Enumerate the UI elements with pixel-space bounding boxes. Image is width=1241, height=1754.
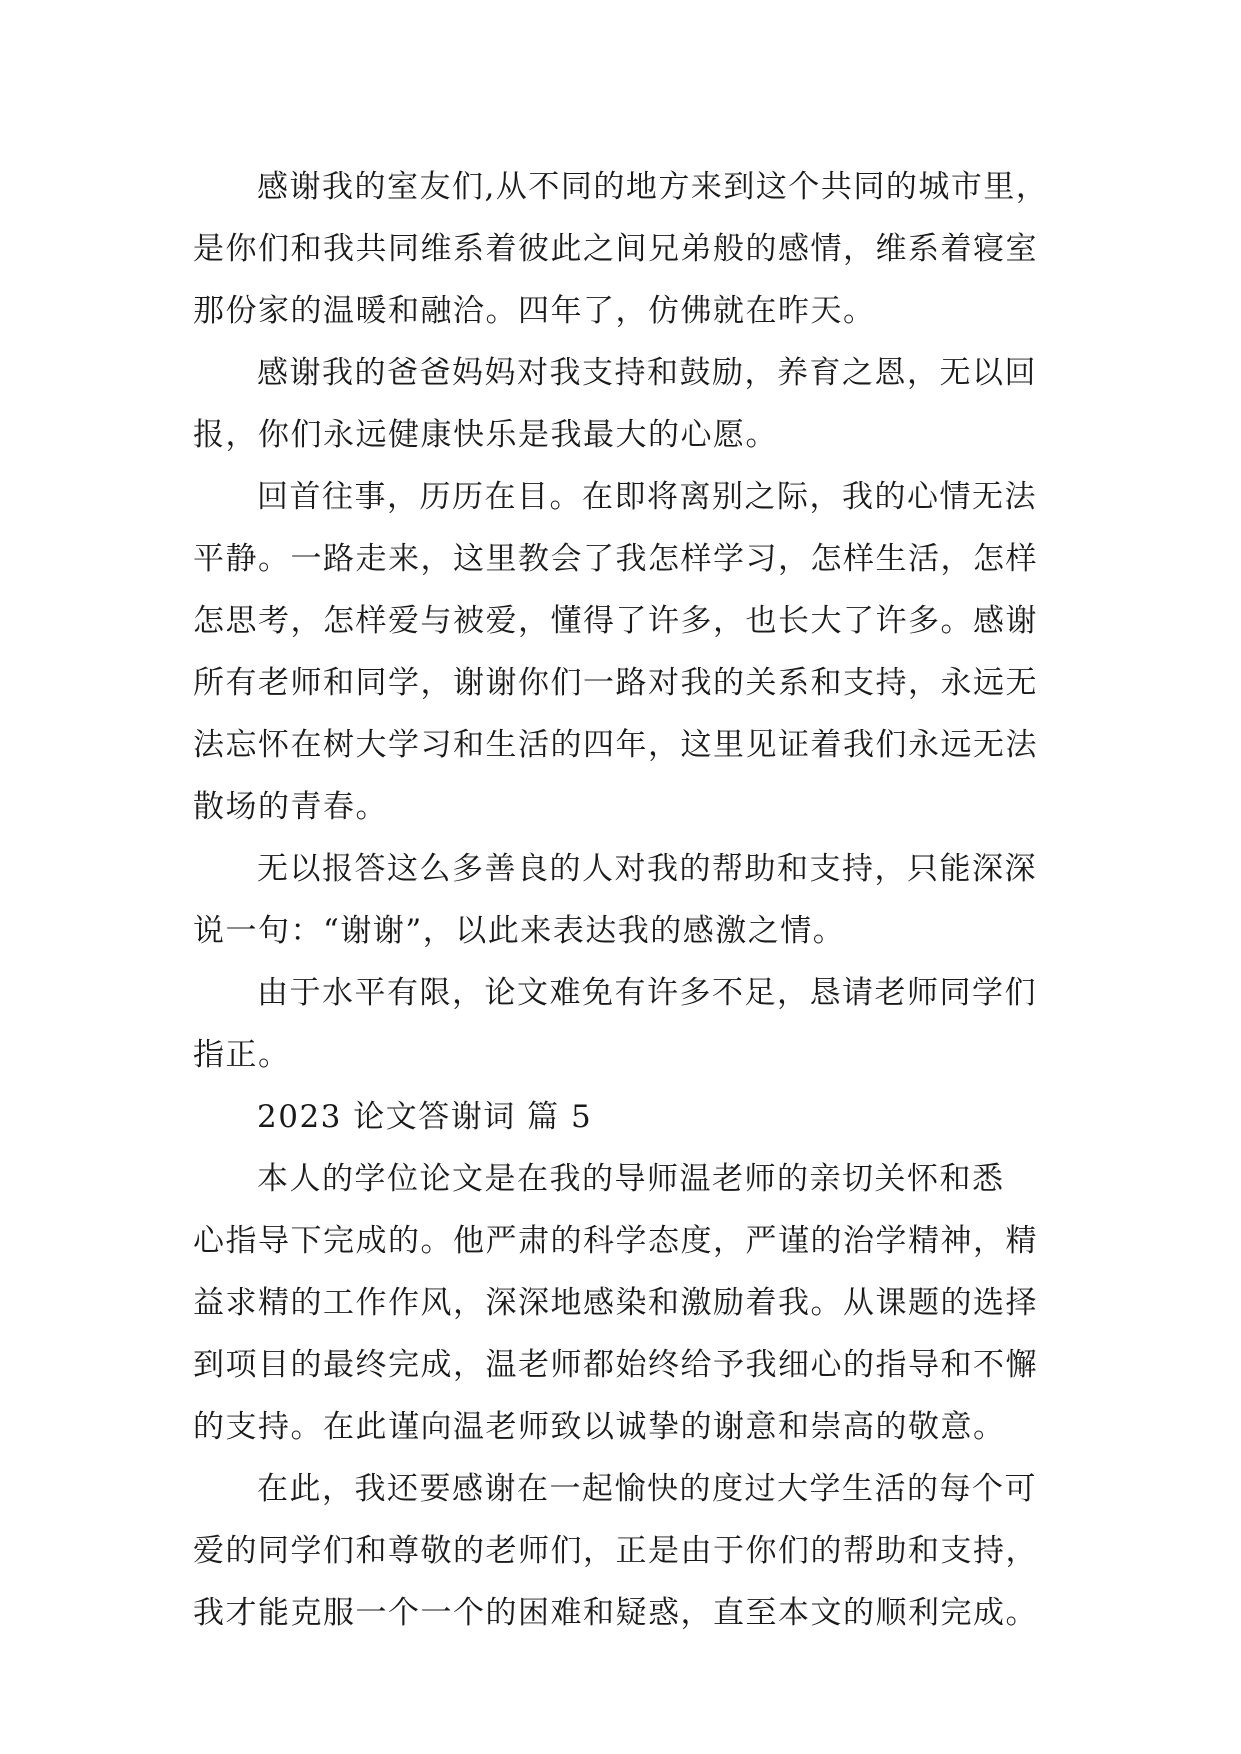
paragraph-line: 是你们和我共同维系着彼此之间兄弟般的感情，维系着寝室 xyxy=(193,231,1038,267)
paragraph-line: 那份家的温暖和融洽。四年了，仿佛就在昨天。 xyxy=(193,293,876,329)
paragraph-first-line: 2023 论文答谢词 篇 5 xyxy=(257,1099,593,1135)
paragraph-line: 报，你们永远健康快乐是我最大的心愿。 xyxy=(193,417,778,453)
paragraph-first-line: 本人的学位论文是在我的导师温老师的亲切关怀和悉 xyxy=(257,1161,1005,1197)
paragraph-line: 法忘怀在树大学习和生活的四年，这里见证着我们永远无法 xyxy=(193,727,1038,763)
paragraph-first-line: 回首往事，历历在目。在即将离别之际，我的心情无法 xyxy=(257,479,1037,515)
paragraph-line: 益求精的工作作风，深深地感染和激励着我。从课题的选择 xyxy=(193,1285,1038,1321)
paragraph-first-line: 感谢我的室友们,从不同的地方来到这个共同的城市里， xyxy=(257,169,1049,205)
paragraph-line: 怎思考，怎样爱与被爱，懂得了许多，也长大了许多。感谢 xyxy=(193,603,1038,639)
paragraph-first-line: 由于水平有限，论文难免有许多不足，恳请老师同学们 xyxy=(257,975,1037,1011)
paragraph-line: 到项目的最终完成，温老师都始终给予我细心的指导和不懈 xyxy=(193,1347,1038,1383)
paragraph-line: 指正。 xyxy=(193,1037,291,1073)
paragraph-line: 我才能克服一个一个的困难和疑惑，直至本文的顺利完成。 xyxy=(193,1595,1038,1631)
paragraph-line: 心指导下完成的。他严肃的科学态度，严谨的治学精神，精 xyxy=(193,1223,1038,1259)
paragraph-line: 的支持。在此谨向温老师致以诚挚的谢意和崇高的敬意。 xyxy=(193,1409,1006,1445)
paragraph-line: 说一句：“谢谢”，以此来表达我的感激之情。 xyxy=(193,913,846,949)
document-body xyxy=(193,156,1093,1644)
paragraph-first-line: 在此，我还要感谢在一起愉快的度过大学生活的每个可 xyxy=(257,1471,1037,1507)
paragraph-line: 散场的青春。 xyxy=(193,789,388,825)
paragraph-line: 平静。一路走来，这里教会了我怎样学习，怎样生活，怎样 xyxy=(193,541,1038,577)
paragraph-line: 所有老师和同学，谢谢你们一路对我的关系和支持，永远无 xyxy=(193,665,1038,701)
paragraph-first-line: 无以报答这么多善良的人对我的帮助和支持，只能深深 xyxy=(257,851,1037,887)
paragraph-first-line: 感谢我的爸爸妈妈对我支持和鼓励，养育之恩，无以回 xyxy=(257,355,1037,391)
paragraph-line: 爱的同学们和尊敬的老师们，正是由于你们的帮助和支持， xyxy=(193,1533,1038,1569)
